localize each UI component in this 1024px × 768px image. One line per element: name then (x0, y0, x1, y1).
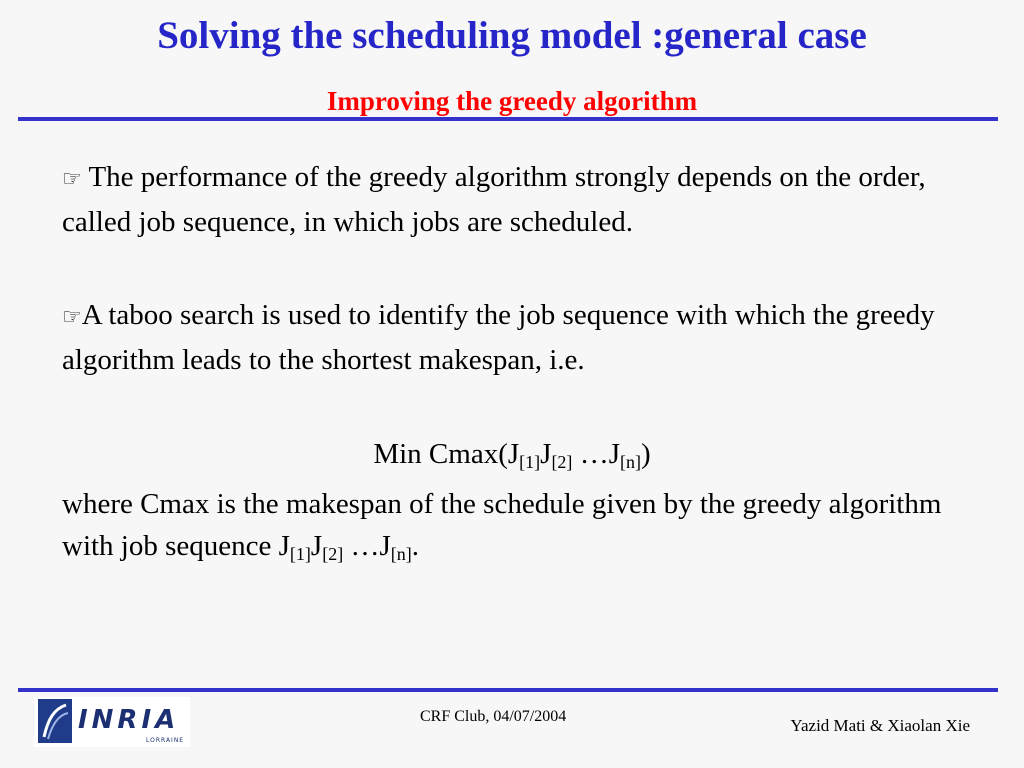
slide-title: Solving the scheduling model :general case (157, 14, 867, 57)
footer-authors: Yazid Mati & Xiaolan Xie (790, 716, 970, 735)
bullet-2 (62, 294, 982, 381)
footer-date: CRF Club, 04/07/2004 (420, 708, 567, 725)
inria-emblem-icon (38, 699, 72, 743)
logo-subtext: LORRAINE (146, 737, 185, 744)
where-paragraph: where Cmax is the makespan of the schedule given by the greedy algorithm with job sequence $J_{[1]}J_{[2]}$ $\dots J_{[n]}$. (62, 488, 942, 564)
pointing-hand-icon: ☞ (62, 305, 82, 330)
footer-divider (18, 688, 998, 692)
bullet-1 (62, 156, 982, 243)
header-divider (18, 117, 998, 121)
inria-logo (34, 697, 190, 747)
pointing-hand-icon: ☞ (62, 167, 82, 192)
logo-text: INRIA (78, 705, 180, 735)
bullet-1-text: The performance of the greedy algorithm strongly depends on the order, called job sequence, in which jobs are scheduled. (62, 161, 926, 238)
slide-subtitle: Improving the greedy algorithm (326, 86, 698, 116)
formula: Min $Cmax(J_{[1]}J_{[2]}$ $\dots J_{[n]}$) (373, 438, 651, 472)
bullet-2-text: A taboo search is used to identify the job sequence with which the greedy algorithm leads to the shortest makespan, i.e. (62, 299, 935, 376)
